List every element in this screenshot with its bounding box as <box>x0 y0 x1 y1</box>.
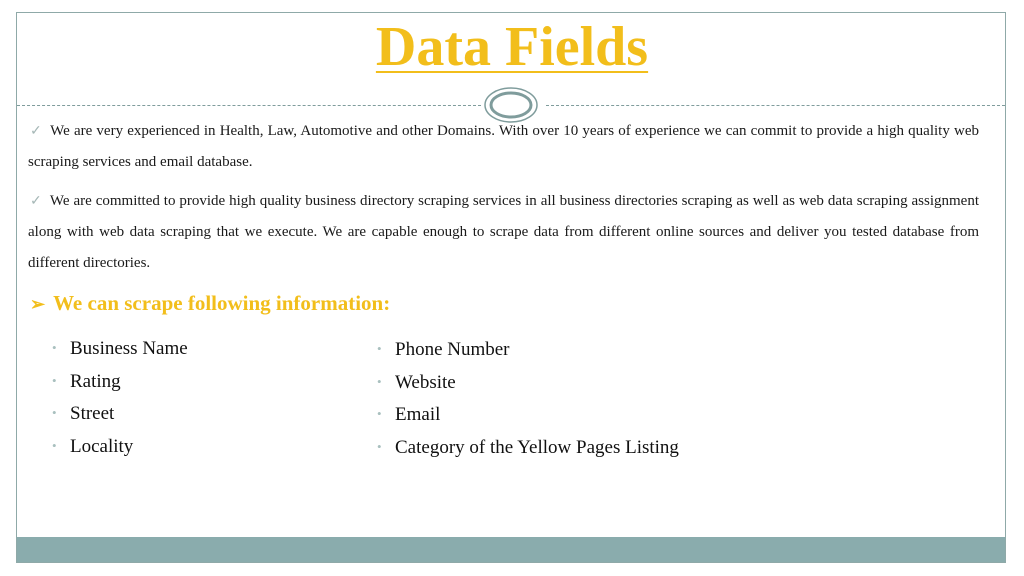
list-item <box>377 333 679 366</box>
fields-list-left <box>52 332 188 462</box>
arrow-icon: ➢ <box>30 294 46 314</box>
dot-icon: • <box>377 406 382 421</box>
list-item-label: Street <box>70 403 115 424</box>
divider-right <box>546 105 1005 106</box>
dot-icon: • <box>52 340 57 355</box>
list-item-label: Rating <box>70 370 121 392</box>
page-title: Data Fields <box>375 16 649 78</box>
list-item <box>52 430 188 463</box>
dot-icon: • <box>377 341 382 356</box>
paragraph-1 <box>28 116 979 178</box>
list-item <box>377 431 679 464</box>
list-item <box>52 397 188 430</box>
check-icon: ✓ <box>30 124 43 139</box>
list-item-label: Locality <box>70 435 134 457</box>
list-item-label: Email <box>395 404 441 425</box>
fields-list-right <box>377 333 679 463</box>
divider-left <box>17 105 481 106</box>
paragraph-1-text: We are very experienced in Health, Law, Automotive and other Domains. With over 10 years of experience we can commit to provide a high quality web scraping services and email database. <box>28 123 979 170</box>
list-item <box>377 398 679 431</box>
list-item-label: Phone Number <box>395 339 510 360</box>
section-heading-text: We can scrape following information: <box>53 291 391 315</box>
dot-icon: • <box>52 437 57 453</box>
dot-icon: • <box>52 405 57 420</box>
list-item-label: Category of the Yellow Pages Listing <box>395 436 679 458</box>
list-item <box>52 365 188 398</box>
dot-icon: • <box>52 372 57 388</box>
dot-icon: • <box>377 373 382 389</box>
footer-band <box>17 537 1005 562</box>
check-icon: ✓ <box>30 194 42 209</box>
paragraph-2-text: We are committed to provide high quality business directory scraping services in all business directories scraping as well as web data scraping assignment along with web data scraping that we execute. We are capable enough to scrape data from different online sources and deliver you tested database from different directories. <box>28 193 980 271</box>
list-item <box>52 332 188 365</box>
dot-icon: • <box>377 438 382 454</box>
list-item <box>377 366 679 399</box>
list-item-label: Business Name <box>70 338 188 359</box>
paragraph-2 <box>28 186 979 279</box>
list-item-label: Website <box>395 371 456 393</box>
section-heading <box>30 288 390 319</box>
